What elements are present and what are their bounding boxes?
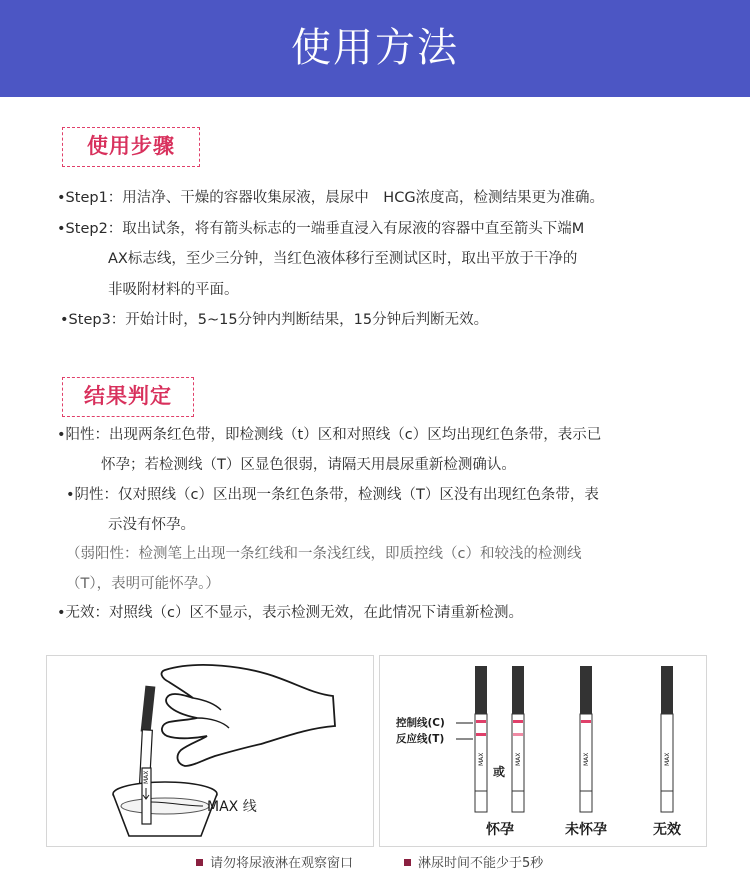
- section-tag-result: 结果判定: [62, 377, 194, 417]
- step-line: •Step1：用洁净、干燥的容器收集尿液，晨尿中 HCG浓度高，检测结果更为准确。: [57, 190, 605, 206]
- note-text: 淋尿时间不能少于5秒: [418, 856, 544, 871]
- strip-not-pregnant: [580, 666, 592, 812]
- strip-pregnant-1: [475, 666, 487, 812]
- note-text: 请勿将尿液淋在观察窗口: [210, 856, 354, 871]
- step-line: AX标志线，至少三分钟，当红色液体移行至测试区时，取出平放于干净的: [108, 251, 578, 267]
- strip-handle: [141, 686, 156, 733]
- result-line: （T），表明可能怀孕。）: [66, 576, 220, 592]
- strip-max-label: MAX: [143, 770, 150, 784]
- strip-max-label: MAX: [515, 752, 522, 766]
- result-line: •无效：对照线（c）区不显示，表示检测无效，在此情况下请重新检测。: [57, 605, 524, 621]
- result-line: •阳性：出现两条红色带，即检测线（t）区和对照线（c）区均出现红色条带，表示已: [57, 427, 602, 443]
- note-item: [404, 855, 543, 873]
- result-line: （弱阳性：检测笔上出现一条红线和一条浅红线，即质控线（c）和较浅的检测线: [66, 546, 582, 562]
- note-item: [196, 855, 353, 873]
- result-label-pregnant: 怀孕: [486, 822, 514, 838]
- strip-max-label: MAX: [583, 752, 590, 766]
- page-title: 使用方法: [291, 25, 459, 71]
- square-bullet-icon: [404, 859, 411, 866]
- hand-outline: [162, 665, 335, 766]
- strip-pregnant-2: [512, 666, 524, 812]
- max-line-label: MAX 线: [207, 799, 257, 815]
- square-bullet-icon: [196, 859, 203, 866]
- result-label-invalid: 无效: [653, 822, 681, 838]
- result-line: 示没有怀孕。: [108, 517, 195, 533]
- strip-invalid: [661, 666, 673, 812]
- step-line: •Step2：取出试条，将有箭头标志的一端垂直浸入有尿液的容器中直至箭头下端M: [57, 221, 585, 237]
- strip-max-label: MAX: [478, 752, 485, 766]
- step-line: •Step3：开始计时，5~15分钟内判断结果，15分钟后判断无效。: [60, 312, 489, 328]
- result-line: 怀孕；若检测线（T）区显色很弱，请隔天用晨尿重新检测确认。: [101, 457, 516, 473]
- result-line: •阴性：仅对照线（c）区出现一条红色条带，检测线（T）区没有出现红色条带，表: [66, 487, 599, 503]
- test-line-label: 反应线(T): [396, 733, 445, 745]
- result-illustration-panel: [379, 655, 707, 847]
- dip-illustration-panel: [46, 655, 374, 847]
- step-line: 非吸附材料的平面。: [108, 282, 239, 298]
- or-label: 或: [493, 765, 506, 779]
- section-tag-steps: 使用步骤: [62, 127, 200, 167]
- result-label-not-pregnant: 未怀孕: [565, 822, 607, 838]
- strip-max-label: MAX: [664, 752, 671, 766]
- result-illustration: [380, 656, 708, 848]
- dip-illustration: [47, 656, 375, 848]
- control-line-label: 控制线(C): [396, 717, 445, 729]
